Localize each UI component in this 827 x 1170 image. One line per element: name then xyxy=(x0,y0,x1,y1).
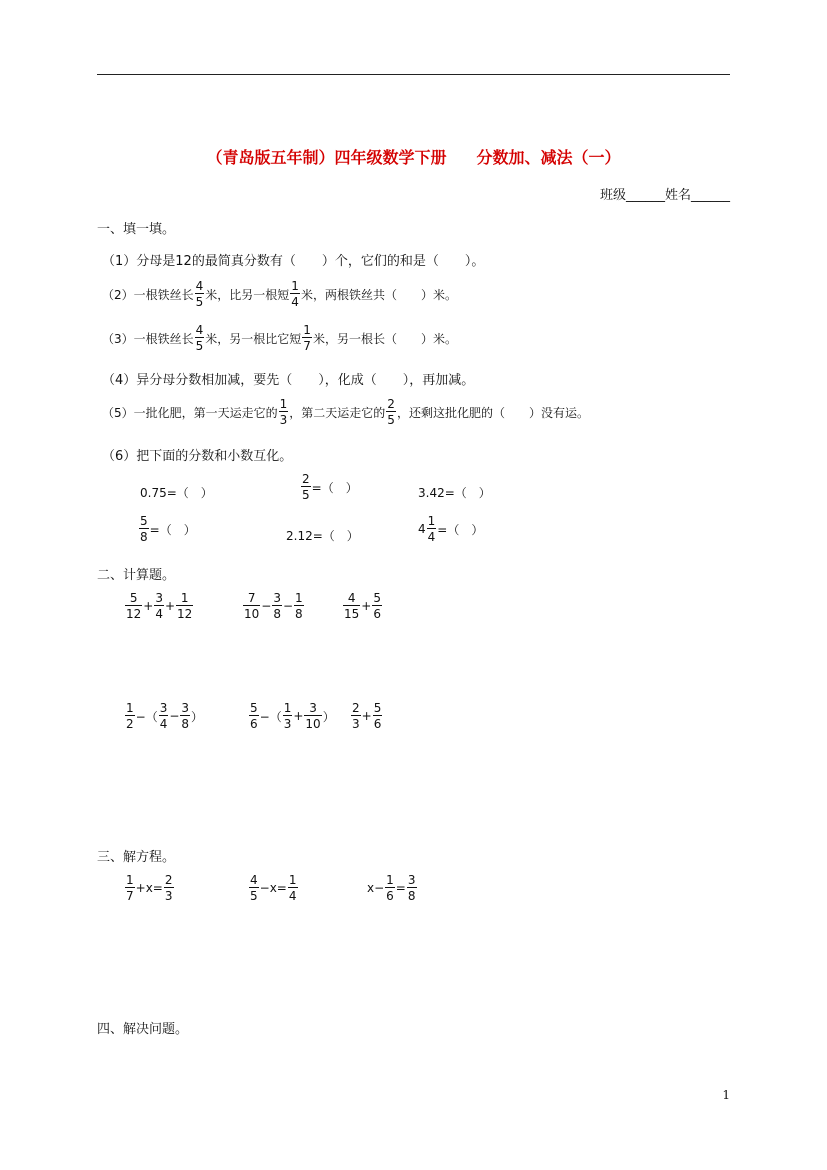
conversion-a: 0.75=（ ） xyxy=(140,486,213,500)
question-3: （3）一根铁丝长 $\frac{4}{5}$ 米，另一根比它短 $\frac{1}{7}$ 米，另一根长（ ）米。 xyxy=(102,323,457,353)
question-4: （4）异分母分数相加减，要先（ ），化成（ ），再加减。 xyxy=(102,373,475,388)
fraction: $\frac{2}{5}$ xyxy=(387,397,395,427)
header-rule xyxy=(97,74,730,75)
title-left: （青岛版五年制）四年级数学下册 xyxy=(206,148,447,167)
fraction: $\frac{1}{7}$ xyxy=(303,323,311,353)
question-2: （2）一根铁丝长 $\frac{4}{5}$ 米，比另一根短 $\frac{1}{4}$ 米，两根铁丝共（ ）米。 xyxy=(102,279,457,309)
calc-expression-3: $\frac{4}{15}$ + $\frac{5}{6}$ xyxy=(344,591,381,621)
section-2-heading: 二、计算题。 xyxy=(97,568,176,583)
conversion-e: 2.12=（ ） xyxy=(286,529,359,543)
title-right: 分数加、减法（一） xyxy=(476,148,621,167)
section-4-heading: 四、解决问题。 xyxy=(97,1022,189,1037)
section-1-heading: 一、填一填。 xyxy=(97,222,176,237)
equation-1: $\frac{1}{7}$ +x= $\frac{2}{3}$ xyxy=(126,873,173,903)
calc-expression-4: $\frac{1}{2}$ −（ $\frac{3}{4}$ − $\frac{3}{8}$ ） xyxy=(126,701,204,731)
fraction: $\frac{2}{5}$ xyxy=(302,472,310,502)
question-5: （5）一批化肥，第一天运走它的 $\frac{1}{3}$ ，第二天运走它的 $\frac{2}{5}$ ，还剩这批化肥的（ ）没有运。 xyxy=(102,397,589,427)
conversion-f: 4 $\frac{1}{4}$ =（ ） xyxy=(418,514,484,544)
question-1: （1）分母是12的最简真分数有（ ）个，它们的和是（ ）。 xyxy=(102,254,485,269)
calc-expression-2: $\frac{7}{10}$ − $\frac{3}{8}$ − $\frac{1}{8}$ xyxy=(244,591,303,621)
conversion-d: $\frac{5}{8}$ =（ ） xyxy=(140,514,196,544)
equation-3: x− $\frac{1}{6}$ = $\frac{3}{8}$ xyxy=(367,873,416,903)
conversion-c: 3.42=（ ） xyxy=(418,486,491,500)
calc-expression-5: $\frac{5}{6}$ −（ $\frac{1}{3}$ + $\frac{3}{10}$ ） xyxy=(250,701,335,731)
fraction: $\frac{1}{4}$ xyxy=(427,514,436,544)
fraction: $\frac{5}{8}$ xyxy=(140,514,148,544)
calc-expression-1: $\frac{5}{12}$ + $\frac{3}{4}$ + $\frac{1}{12}$ xyxy=(126,591,193,621)
page-title xyxy=(0,145,827,168)
conversion-b: $\frac{2}{5}$ =（ ） xyxy=(302,472,358,502)
fraction: $\frac{1}{3}$ xyxy=(279,397,288,427)
equation-2: $\frac{4}{5}$ −x= $\frac{1}{4}$ xyxy=(250,873,297,903)
question-6: （6）把下面的分数和小数互化。 xyxy=(102,449,293,464)
page-number: 1 xyxy=(722,1088,730,1102)
section-3-heading: 三、解方程。 xyxy=(97,850,176,865)
calc-expression-6: $\frac{2}{3}$ + $\frac{5}{6}$ xyxy=(352,701,382,731)
class-name-line: 班级______姓名______ xyxy=(599,188,730,203)
fraction: $\frac{4}{5}$ xyxy=(195,323,204,353)
fraction: $\frac{4}{5}$ xyxy=(195,279,204,309)
fraction: $\frac{1}{4}$ xyxy=(291,279,299,309)
